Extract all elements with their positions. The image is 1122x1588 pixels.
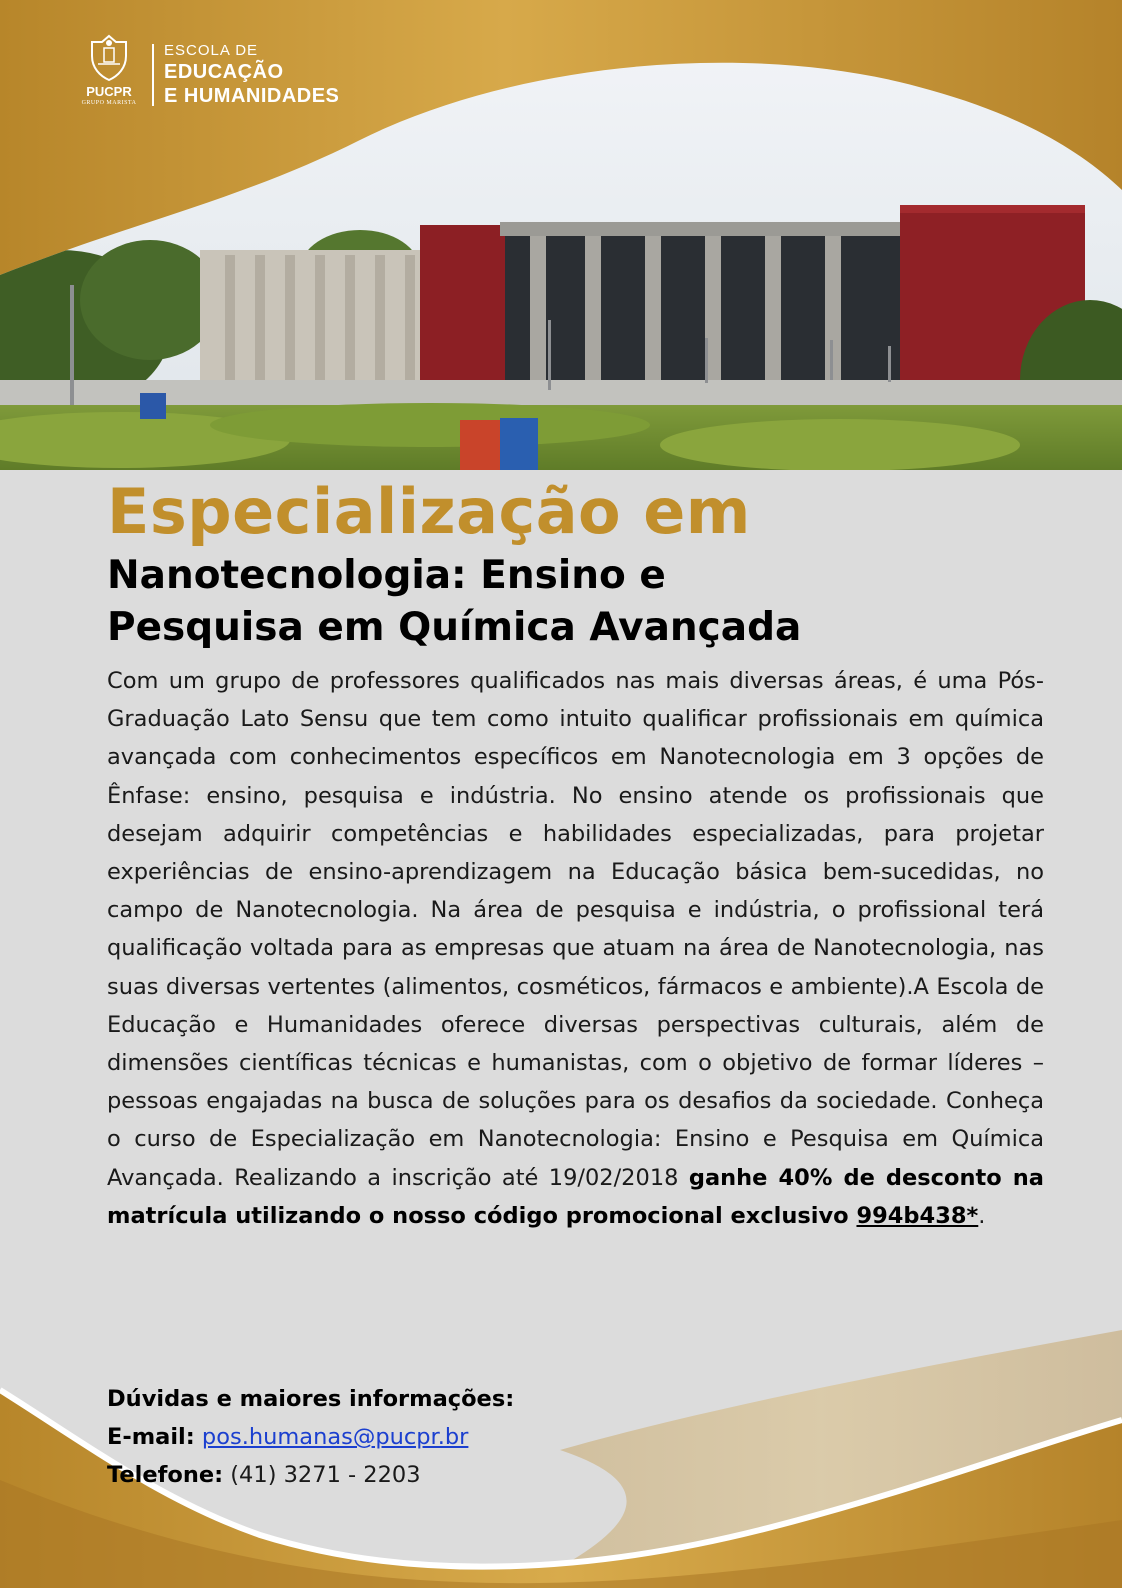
logo-institution: PUCPR — [86, 84, 132, 99]
pucpr-crest-icon — [86, 34, 132, 82]
title-line-2: Nanotecnologia: Ensino e — [107, 553, 666, 598]
title-line-1: Especialização em — [107, 475, 751, 548]
description-text: Com um grupo de professores qualificados nas mais diversas áreas, é uma Pós-Graduação Lato Sensu que tem como intuito qualificar profissionais em química avançada com conhecimentos específicos em Nanotecnologia em 3 opções de Ênfase: ensino, pesquisa e indústria. No ensino atende os profissionais que desejam adquirir competências e habilidades especializadas, para projetar experiências de ensino-aprendizagem na Educação básica bem-sucedidas, no campo de Nanotecnologia. Na área de pesquisa e indústria, o profissional terá qualificação voltada para as empresas que atuam na área de Nanotecnologia, nas suas diversas vertentes (alimentos, cosméticos, fármacos e ambiente).A Escola de Educação e Humanidades oferece diversas perspectivas culturais, além de dimensões científicas técnicas e humanistas, com o objetivo de formar líderes – pessoas engajadas na busca de soluções para os desafios da sociedade. Conheça o curso de Especialização em Nanotecnologia: Ensino e Pesquisa em Química Avançada. Realizando a inscrição até 19/02/2018 — [107, 668, 1044, 1191]
logo-group: GRUPO MARISTA — [81, 100, 137, 106]
email-link[interactable]: pos.humanas@pucpr.br — [201, 1424, 469, 1450]
logo-line-3: E HUMANIDADES — [164, 85, 340, 107]
main-content — [107, 474, 1044, 1235]
email-row — [107, 1418, 514, 1456]
description-end: . — [978, 1202, 986, 1229]
email-label: E-mail: — [107, 1424, 195, 1450]
logo-line-2: EDUCAÇÃO — [164, 61, 284, 83]
promo-text: ganhe 40% de desconto na matrícula utilizando o nosso código promocional exclusivo — [107, 1164, 1044, 1229]
phone-label: Telefone: — [107, 1462, 224, 1488]
logo-divider — [152, 44, 154, 106]
contact-heading: Dúvidas e maiores informações: — [107, 1386, 515, 1412]
promo-code: 994b438* — [856, 1202, 979, 1229]
logo-line-1: ESCOLA DE — [164, 42, 259, 59]
phone-row — [107, 1456, 514, 1494]
school-logo — [72, 34, 402, 114]
course-description — [107, 662, 1044, 1235]
phone-number: (41) 3271 - 2203 — [230, 1462, 421, 1488]
contact-info — [107, 1380, 514, 1494]
title-line-3: Pesquisa em Química Avançada — [107, 605, 802, 650]
